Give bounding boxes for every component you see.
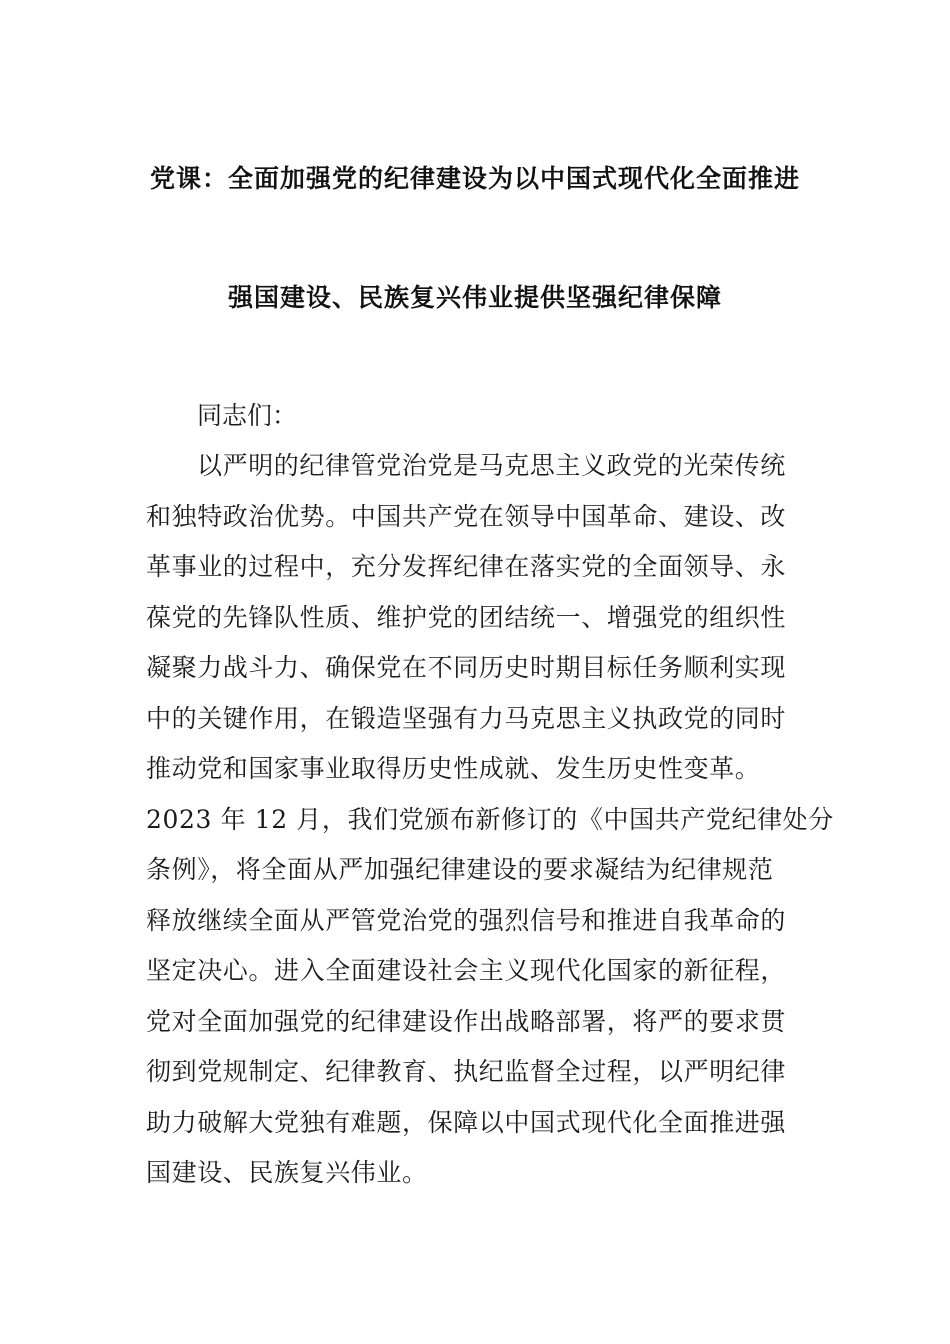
body-line: 推动党和国家事业取得历史性成就、发生历史性变革。: [146, 754, 761, 783]
body-line: 条例》，将全面从严加强纪律建设的要求凝结为纪律规范: [146, 855, 774, 884]
body-paragraph: [146, 441, 834, 1199]
body-line: 彻到党规制定、纪律教育、执纪监督全过程，以严明纪律: [146, 1057, 787, 1086]
body-line: 和独特政治优势。中国共产党在领导中国革命、建设、改: [146, 501, 787, 531]
body-line: 坚定决心。进入全面建设社会主义现代化国家的新征程，: [146, 956, 787, 985]
body-line: 革事业的过程中，充分发挥纪律在落实党的全面领导、永: [146, 552, 787, 581]
body-line: 助力破解大党独有难题，保障以中国式现代化全面推进强: [146, 1107, 787, 1137]
body-line: 党对全面加强党的纪律建设作出战略部署，将严的要求贯: [146, 1006, 787, 1036]
body-line: 葆党的先锋队性质、维护党的团结统一、增强党的组织性: [146, 602, 787, 632]
body-line: 释放继续全面从严管党治党的强烈信号和推进自我革命的: [146, 905, 787, 935]
body-line: 2023 年 12 月，我们党颁布新修订的《中国共产党纪律处分: [146, 804, 834, 834]
body-line: 以严明的纪律管党治党是马克思主义政党的光荣传统: [197, 451, 786, 480]
body-line: 凝聚力战斗力、确保党在不同历史时期目标任务顺利实现: [146, 653, 787, 682]
document-title-line-1: 党课：全面加强党的纪律建设为以中国式现代化全面推进: [149, 164, 800, 193]
body-line: 中的关键作用，在锻造坚强有力马克思主义执政党的同时: [146, 703, 787, 733]
greeting: 同志们：: [197, 401, 298, 430]
body-line: 国建设、民族复兴伟业。: [146, 1158, 428, 1187]
document-title-line-2: 强国建设、民族复兴伟业提供坚强纪律保障: [227, 283, 722, 312]
